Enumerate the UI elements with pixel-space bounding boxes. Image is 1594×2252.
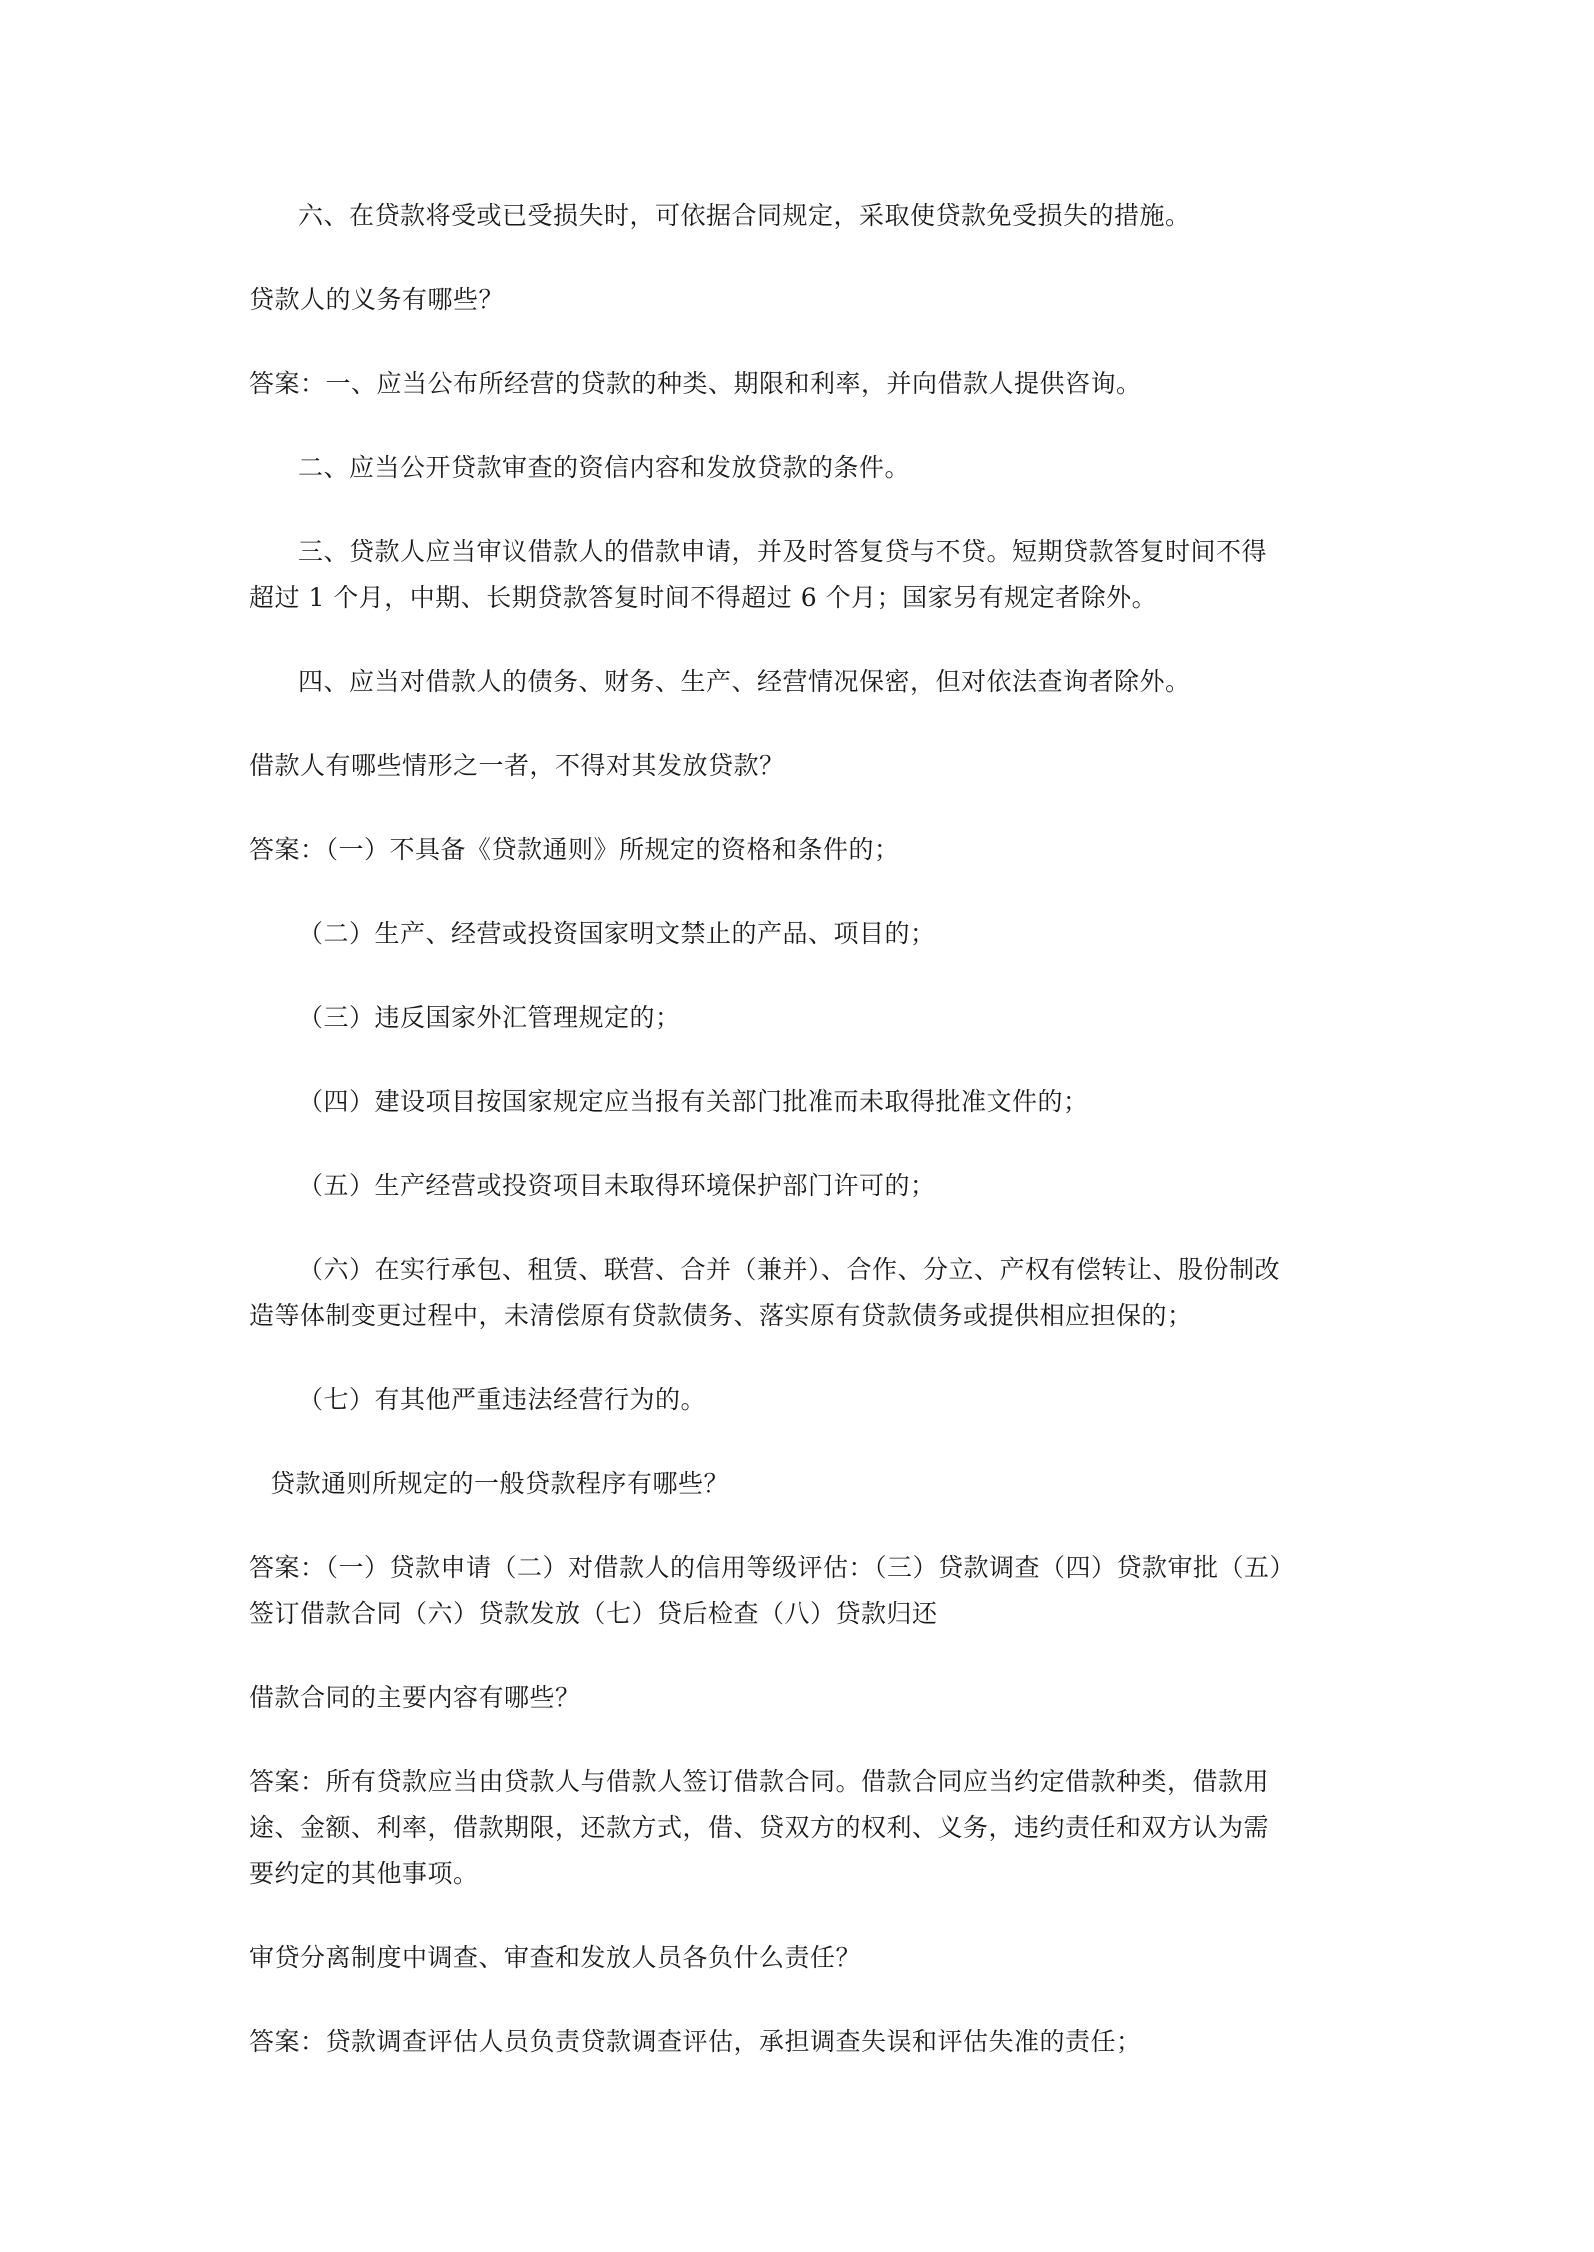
answer-contract-content-line3: 要约定的其他事项。 [249, 1859, 479, 1888]
answer-obligation-three-line1: 三、贷款人应当审议借款人的借款申请，并及时答复贷与不贷。短期贷款答复时间不得 [298, 537, 1268, 566]
answer-exclusion-seven: （七）有其他严重违法经营行为的。 [298, 1385, 707, 1414]
answer-exclusion-six-line2: 造等体制变更过程中，未清偿原有贷款债务、落实原有贷款债务或提供相应担保的； [249, 1301, 1193, 1330]
question-separation-responsibilities: 审贷分离制度中调查、审查和发放人员各负什么责任？ [249, 1943, 862, 1972]
answer-contract-content-line1: 答案：所有贷款应当由贷款人与借款人签订借款合同。借款合同应当约定借款种类，借款用 [249, 1767, 1270, 1796]
answer-obligation-one: 答案：一、应当公布所经营的贷款的种类、期限和利率，并向借款人提供咨询。 [249, 369, 1142, 398]
question-contract-content: 借款合同的主要内容有哪些？ [249, 1683, 581, 1712]
question-borrower-exclusions: 借款人有哪些情形之一者，不得对其发放贷款？ [249, 751, 785, 780]
paragraph-measure-six: 六、在贷款将受或已受损失时，可依据合同规定，采取使贷款免受损失的措施。 [298, 201, 1191, 230]
answer-exclusion-five: （五）生产经营或投资项目未取得环境保护部门许可的； [298, 1171, 936, 1200]
answer-separation-responsibilities: 答案：贷款调查评估人员负责贷款调查评估，承担调查失误和评估失准的责任； [249, 2027, 1142, 2056]
answer-exclusion-four: （四）建设项目按国家规定应当报有关部门批准而未取得批准文件的； [298, 1087, 1089, 1116]
answer-exclusion-one: 答案：（一）不具备《贷款通则》所规定的资格和条件的； [249, 835, 900, 864]
answer-obligation-three-line2: 超过 1 个月，中期、长期贷款答复时间不得超过 6 个月；国家另有规定者除外。 [249, 583, 1158, 612]
answer-obligation-two: 二、应当公开贷款审查的资信内容和发放贷款的条件。 [298, 453, 911, 482]
answer-exclusion-six-line1: （六）在实行承包、租赁、联营、合并（兼并）、合作、分立、产权有偿转让、股份制改 [298, 1255, 1281, 1284]
question-lender-obligations: 贷款人的义务有哪些？ [249, 285, 505, 314]
question-loan-procedure: 贷款通则所规定的一般贷款程序有哪些？ [270, 1469, 730, 1498]
answer-contract-content-line2: 途、金额、利率，借款期限，还款方式，借、贷双方的权利、义务，违约责任和双方认为需 [249, 1813, 1270, 1842]
answer-loan-procedure-line2: 签订借款合同（六）贷款发放（七）贷后检查（八）贷款归还 [249, 1599, 938, 1628]
answer-obligation-four: 四、应当对借款人的债务、财务、生产、经营情况保密，但对依法查询者除外。 [298, 667, 1191, 696]
answer-exclusion-two: （二）生产、经营或投资国家明文禁止的产品、项目的； [298, 919, 936, 948]
answer-loan-procedure-line1: 答案：（一）贷款申请（二）对借款人的信用等级评估：（三）贷款调查（四）贷款审批（五） [249, 1553, 1296, 1582]
answer-exclusion-three: （三）违反国家外汇管理规定的； [298, 1003, 681, 1032]
